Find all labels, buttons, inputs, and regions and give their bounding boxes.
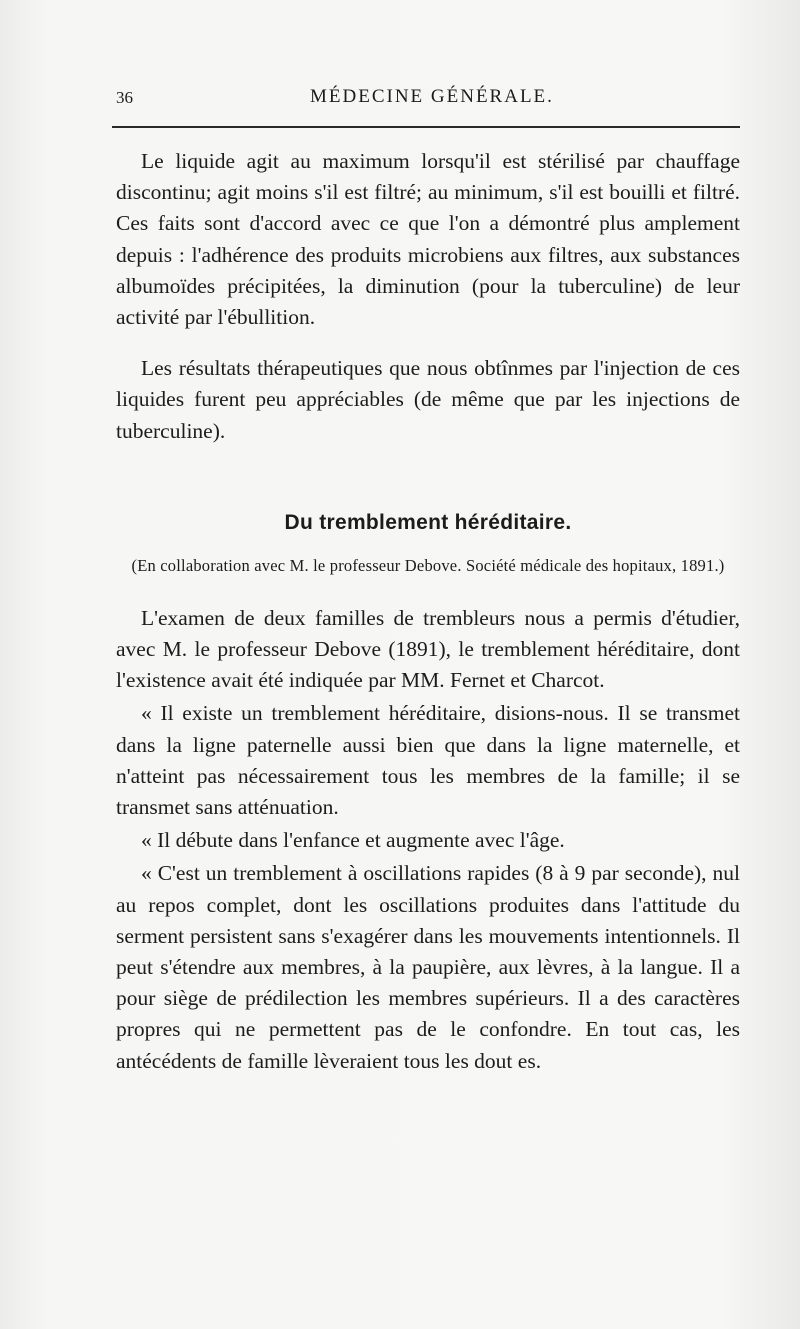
section-byline-text: (En collaboration avec M. le professeur Debove. Société médicale des hopitaux, 1891.) bbox=[131, 555, 725, 575]
paragraph-examen: L'examen de deux familles de trembleurs nous a permis d'étudier, avec M. le professeur Debove (1891), le tremblement héréditaire, dont l'existence avait été indiquée par MM. Fernet et Charcot. bbox=[116, 605, 740, 693]
paragraph-quote-transmission: « Il existe un tremblement héréditaire, disions-nous. Il se transmet dans la ligne paternelle aussi bien que dans la ligne maternelle, et n'atteint pas nécessairement tous les membres de la famille; il se transmet sans atténuation. bbox=[116, 701, 740, 820]
page-body bbox=[116, 146, 740, 1077]
running-head bbox=[116, 86, 740, 116]
paragraph-quote-debut: « Il débute dans l'enfance et augmente avec l'âge. bbox=[141, 828, 565, 853]
header-rule bbox=[112, 126, 740, 128]
page-number: 36 bbox=[116, 88, 133, 107]
section-title: Du tremblement héréditaire. bbox=[284, 510, 572, 534]
paragraph-quote-oscillations: « C'est un tremblement à oscillations rapides (8 à 9 par seconde), nul au repos complet, dont les oscillations produites dans l'attitude du serment persistent sans s'exagérer dans les mouvements intentionnels. Il peut s'étendre aux membres, à la paupière, aux lèvres, à la langue. Il a pour siège de prédilection les membres supérieurs. Il a des caractères propres qui ne permettent pas de le confondre. En tout cas, les antécédents de famille lèveraient tous les dout es. bbox=[116, 861, 740, 1073]
paragraph-resultats: Les résultats thérapeutiques que nous obtînmes par l'injection de ces liquides furent peu appréciables (de même que par les injections de tuberculine). bbox=[116, 356, 740, 443]
running-head-title: MÉDECINE GÉNÉRALE. bbox=[310, 86, 554, 107]
paragraph-liquide: Le liquide agit au maximum lorsqu'il est stérilisé par chauffage discontinu; agit moins s'il est filtré; au minimum, s'il est bouilli et filtré. Ces faits sont d'accord avec ce que l'on a démontré plus amplement depuis : l'adhérence des produits microbiens aux filtres, aux substances albumoïdes précipitées, la diminution (pour la tuberculine) de leur activité par l'ébullition. bbox=[116, 149, 740, 330]
section-byline bbox=[116, 553, 740, 579]
